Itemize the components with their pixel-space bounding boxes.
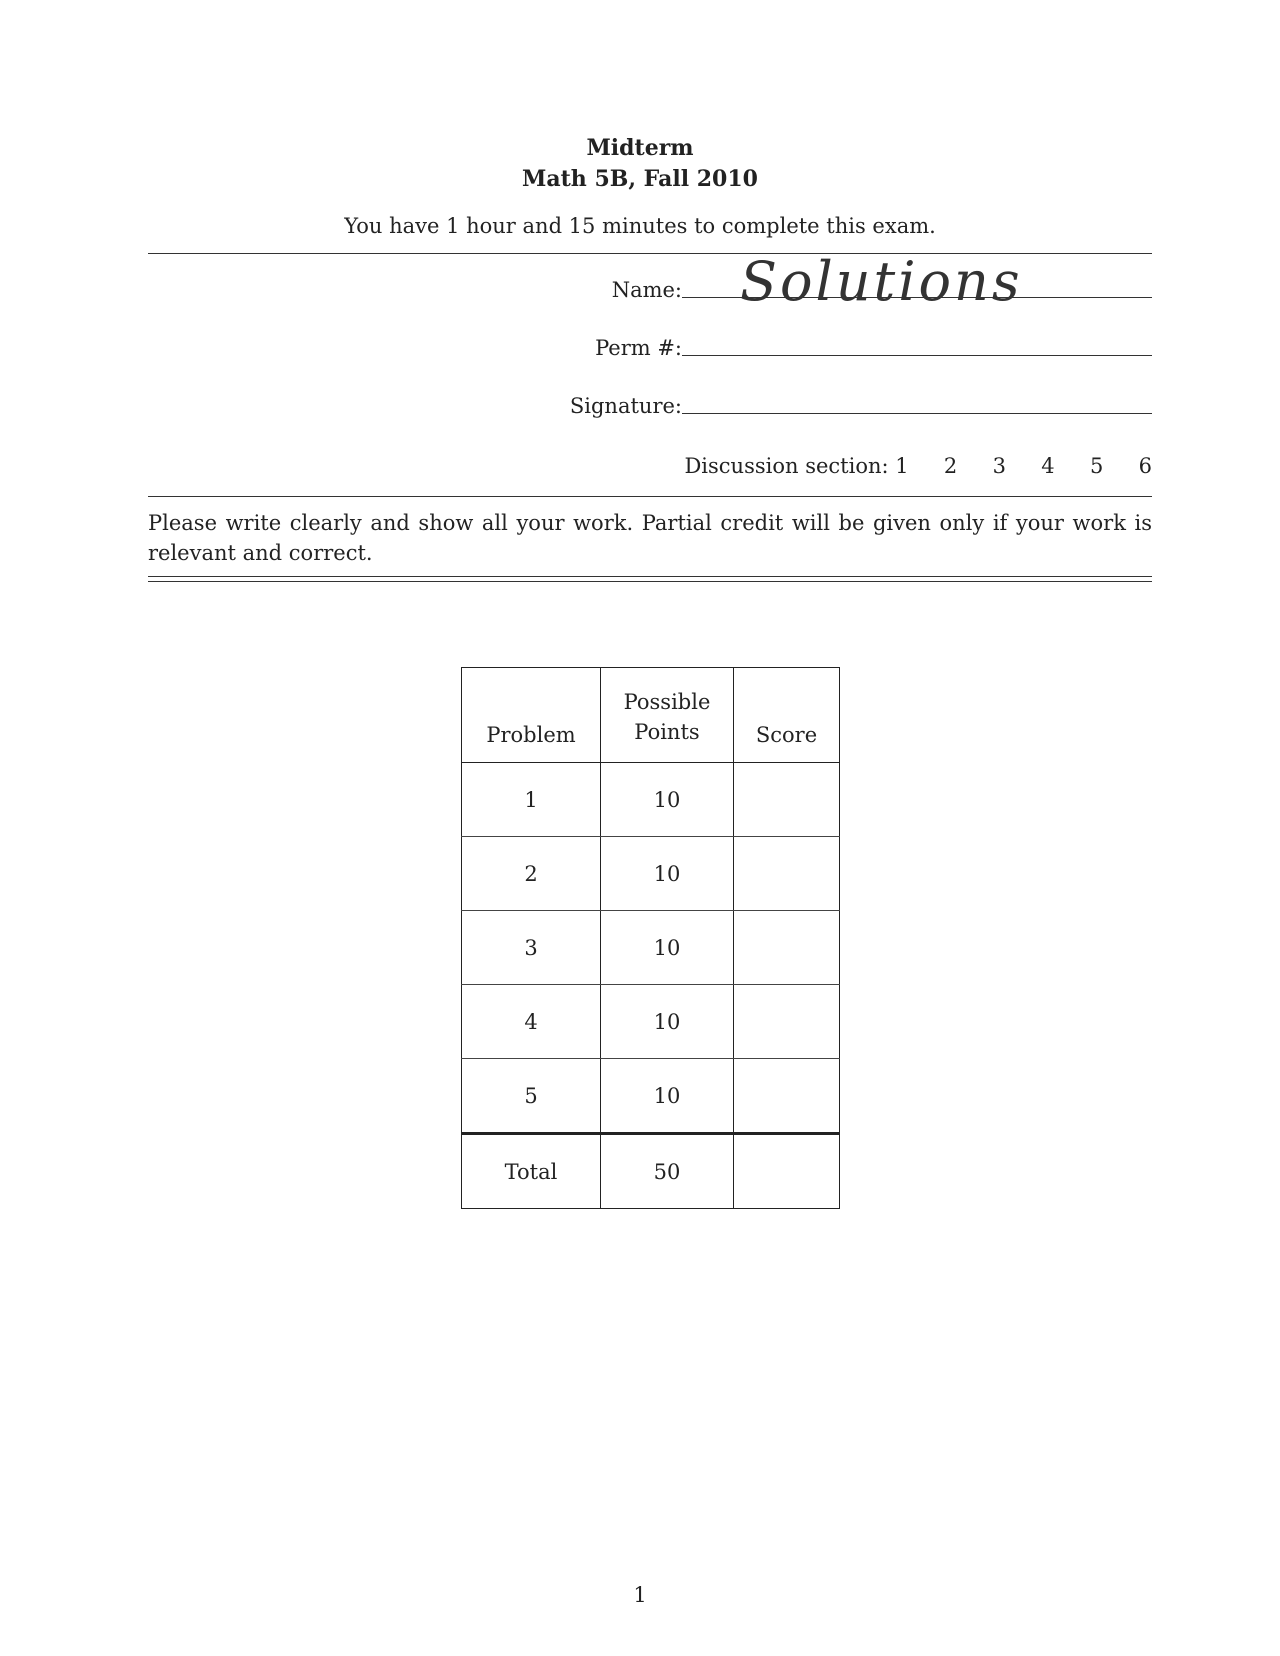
perm-label: Perm #:: [595, 336, 682, 360]
discussion-section: [684, 454, 1152, 478]
total-label: Total: [462, 1134, 601, 1209]
possible-points: 10: [601, 1059, 734, 1134]
discussion-option[interactable]: 2: [943, 454, 958, 478]
discussion-option[interactable]: 4: [1041, 454, 1055, 478]
table-row: [462, 985, 840, 1059]
header-possible-points: Possible Points: [601, 668, 734, 763]
perm-line[interactable]: [682, 354, 1152, 356]
score-table: [461, 667, 840, 1209]
name-handwritten-value: Solutions: [740, 250, 1023, 313]
possible-points: 10: [601, 763, 734, 837]
header-problem: Problem: [462, 668, 601, 763]
score-cell[interactable]: [734, 1059, 840, 1134]
exam-title: Midterm: [586, 135, 694, 161]
discussion-label: Discussion section:: [684, 454, 889, 478]
divider: [148, 581, 1152, 582]
discussion-option[interactable]: 1: [895, 454, 909, 478]
instructions: Please write clearly and show all your work. Partial credit will be given only if your work is relevant and correct.: [148, 511, 1152, 565]
course-title: Math 5B, Fall 2010: [522, 166, 758, 192]
perm-field[interactable]: [595, 336, 1152, 360]
time-note: You have 1 hour and 15 minutes to complete this exam.: [344, 214, 936, 238]
page-number: 1: [633, 1583, 647, 1607]
problem-number: 3: [462, 911, 601, 985]
problem-number: 5: [462, 1059, 601, 1134]
table-row: [462, 1059, 840, 1134]
signature-line[interactable]: [682, 412, 1152, 414]
total-points: 50: [601, 1134, 734, 1209]
score-cell[interactable]: [734, 911, 840, 985]
table-row: [462, 911, 840, 985]
possible-points: 10: [601, 837, 734, 911]
possible-points: 10: [601, 911, 734, 985]
problem-number: 2: [462, 837, 601, 911]
name-label: Name:: [611, 278, 682, 302]
score-cell[interactable]: [734, 985, 840, 1059]
table-row: [462, 837, 840, 911]
score-cell[interactable]: [734, 763, 840, 837]
score-cell[interactable]: [734, 837, 840, 911]
problem-number: 1: [462, 763, 601, 837]
table-header-row: [462, 668, 840, 763]
table-row: [462, 763, 840, 837]
signature-field[interactable]: [570, 394, 1152, 418]
problem-number: 4: [462, 985, 601, 1059]
divider: [148, 576, 1152, 577]
divider: [148, 496, 1152, 497]
discussion-option[interactable]: 3: [992, 454, 1006, 478]
discussion-option[interactable]: 5: [1089, 454, 1104, 478]
table-total-row: [462, 1134, 840, 1209]
header-score: Score: [734, 668, 840, 763]
discussion-option[interactable]: 6: [1138, 454, 1152, 478]
discussion-options: [889, 454, 1152, 478]
total-score-cell[interactable]: [734, 1134, 840, 1209]
possible-points: 10: [601, 985, 734, 1059]
signature-label: Signature:: [569, 394, 682, 418]
